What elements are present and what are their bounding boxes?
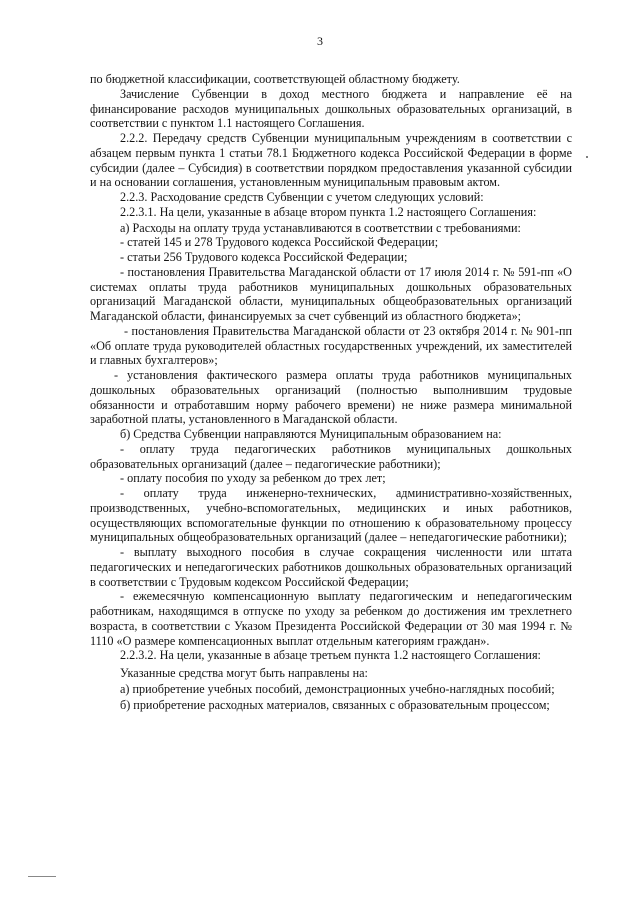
paragraph: - постановления Правительства Магаданской области от 17 июля 2014 г. № 591-пп «О системах оплаты труда работников муниципальных дошкольных образовательных организаций Магаданской области, муниципальных общеобразовательных организаций Магаданской области, финансируемых за счет субвенций из областного бюджета»; [90, 264, 572, 323]
paragraph: - оплату труда инженерно-технических, административно-хозяйственных, производственных, учебно-вспомогательных, медицинских и иных работников, осуществляющих вспомогательные функции по отношению к образовательному процессу муниципальных общеобразовательных организаций (далее – непедагогические работники); [90, 486, 572, 545]
page-number: 3 [317, 34, 323, 48]
paragraph: 2.2.3. Расходование средств Субвенции с учетом следующих условий: [120, 190, 484, 204]
paragraph: б) Средства Субвенции направляются Муниципальным образованием на: [120, 427, 502, 441]
paragraph: Указанные средства могут быть направлены на: [120, 666, 368, 680]
paragraph: - статьи 256 Трудового кодекса Российской Федерации; [120, 250, 408, 264]
paragraph: а) Расходы на оплату труда устанавливаются в соответствии с требованиями: [120, 220, 521, 235]
scan-speck [586, 156, 588, 158]
paragraph: б) приобретение расходных материалов, связанных с образовательным процессом; [120, 697, 550, 712]
paragraph: - статей 145 и 278 Трудового кодекса Российской Федерации; [120, 235, 439, 250]
paragraph: 2.2.2. Передачу средств Субвенции муниципальным учреждениям в соответствии с абзацем первым пункта 1 статьи 78.1 Бюджетного кодекса Российской Федерации в форме субсидии (далее – Субсидия) в соответствии порядком предоставления указанной субсидии и на основании соглашения, установленным муниципальным правовым актом. [90, 131, 572, 190]
footer-rule [28, 876, 56, 877]
paragraph: - ежемесячную компенсационную выплату педагогическим и непедагогическим работникам, находящимся в отпуске по уходу за ребенком до достижения им трехлетнего возраста, в соответствии с Указом Президента Российской Федерации от 30 мая 1994 г. № 1110 «О размере компенсационных выплат отдельным категориям граждан». [90, 589, 572, 648]
paragraph: Зачисление Субвенции в доход местного бюджета и направление её на финансирование расходов муниципальных дошкольных образовательных организаций, в соответствии с пунктом 1.1 настоящего Соглашения. [90, 86, 572, 131]
paragraph: - оплату труда педагогических работников муниципальных дошкольных образовательных организаций (далее – педагогические работники); [90, 441, 572, 471]
paragraph: по бюджетной классификации, соответствующей областному бюджету. [90, 72, 460, 86]
paragraph: - выплату выходного пособия в случае сокращения численности или штата педагогических и непедагогических работников дошкольных образовательных организаций в соответствии с Трудовым кодексом Российской Федерации; [90, 545, 572, 589]
paragraph: 2.2.3.2. На цели, указанные в абзаце третьем пункта 1.2 настоящего Соглашения: [120, 648, 541, 663]
paragraph: - оплату пособия по уходу за ребенком до трех лет; [120, 471, 386, 486]
paragraph: - установления фактического размера оплаты труда работников муниципальных дошкольных образовательных организаций (полностью выполнившим трудовые обязанности и отработавшим норму рабочего времени) не ниже размера минимальной заработной платы, установленного в Магаданской области. [90, 368, 572, 427]
paragraph: - постановления Правительства Магаданской области от 23 октября 2014 г. № 901-пп «Об оплате труда руководителей областных государственных учреждений, их заместителей и главных бухгалтеров»; [90, 323, 572, 368]
paragraph: а) приобретение учебных пособий, демонстрационных учебно-наглядных пособий; [120, 681, 555, 696]
paragraph: 2.2.3.1. На цели, указанные в абзаце втором пункта 1.2 настоящего Соглашения: [120, 204, 537, 219]
document-body [90, 72, 572, 712]
